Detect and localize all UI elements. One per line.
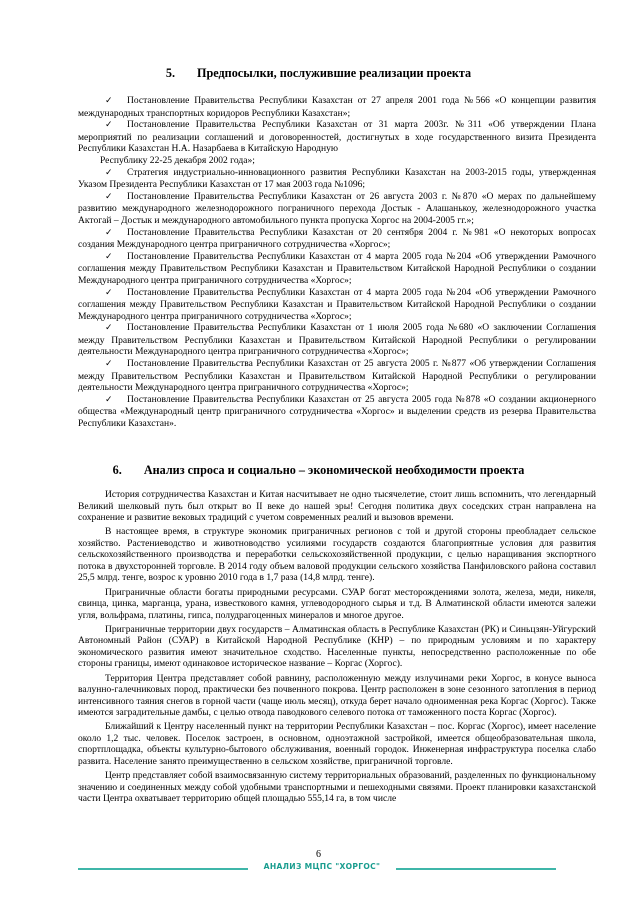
footer-divider-right [396, 868, 556, 870]
list-item [78, 227, 596, 251]
prerequisites-list [78, 95, 596, 430]
list-item [78, 358, 596, 394]
page-number: 6 [316, 849, 321, 860]
section-6-title: Анализ спроса и социально – экономической необходимости проекта [143, 463, 525, 477]
list-item-text: Постановление Правительства Республики Казахстан от 25 августа 2005 года №878 «О создании акционерного общества «Международный центр приграничного сотрудничества «Хоргос» и выделении средств из резерва Правительства Республики Казахстан». [78, 393, 596, 430]
list-item-text: Постановление Правительства Республики Казахстан от 25 августа 2005 г. №877 «Об утверждении Соглашения между Правительством Республики Казахстан и Правительством Китайской Народной Республики о регулировании деятельности Международного центра приграничного сотрудничества «Хоргос»; [78, 358, 596, 394]
checkmark-icon: ✓ [105, 394, 113, 405]
paragraph: Приграничные территории двух государств – Алматинская область в Республике Казахстан (РК) и Синьцзян-Уйгурский Автономный Район (СУАР) в Китайской Народной Республике (КНР) – по природным условиям и по характеру экономического развития имеют значительное сходство. Населенные пункты, непосредственно расположенные по обе стороны границы, имеют одинаковое историческое название – Коргас (Хоргос). [78, 623, 596, 670]
list-item [78, 95, 596, 119]
section-5-number: 5. [165, 66, 176, 80]
footer-divider-left [78, 868, 248, 870]
page-footer [0, 862, 637, 876]
list-item-text: Постановление Правительства Республики Казахстан от 27 апреля 2001 года №566 «О концепции развития международных транспортных коридоров Республики Казахстан»; [78, 95, 596, 119]
checkmark-icon: ✓ [105, 359, 113, 370]
checkmark-icon: ✓ [105, 323, 113, 334]
list-item [78, 167, 596, 191]
list-item-text: Постановление Правительства Республики Казахстан от 31 марта 2003г. №311 «Об утверждении Плана мероприятий по реализации соглашений и договоренностей, достигнутых в ходе государственного визита Президента Республики Казахстан Н.А. Назарбаева в Китайскую Народную [78, 119, 596, 155]
list-item [78, 191, 596, 227]
paragraph: Центр представляет собой взаимосвязанную систему территориальных образований, разделенных по функциональному значению и соединенных между собой удобными транспортными и пешеходными связями. Проект планировки казахстанской части Центра охватывает территорию общей площадью 555,14 га, в том числе [78, 770, 596, 805]
list-item [78, 119, 596, 155]
list-item [78, 251, 596, 287]
list-item-text: Постановление Правительства Республики Казахстан от 4 марта 2005 года №204 «Об утверждении Рамочного соглашения между Правительством Республики Казахстан и Правительством Китайской Народной Республики о создании Международного центра приграничного сотрудничества «Хоргос»; [78, 250, 596, 286]
paragraph: Приграничные области богаты природными ресурсами. СУАР богат месторождениями золота, железа, меди, никеля, свинца, цинка, марганца, урана, известкового камня, углеводородного сырья и т.д. В Алматинской области имеются залежи угля, вольфрама, платины, гипса, полудрагоценных минералов и многое другое. [78, 586, 596, 621]
list-item [78, 394, 596, 430]
checkmark-icon: ✓ [105, 251, 113, 262]
checkmark-icon: ✓ [105, 167, 113, 178]
list-item-continuation: Республику 22-25 декабря 2002 года»; [100, 154, 255, 166]
list-item-text: Стратегия индустриально-инновационного развития Республики Казахстан на 2003-2015 годы, утвержденная Указом Президента Республики Казахстан от 17 мая 2003 года №1096; [78, 166, 596, 191]
checkmark-icon: ✓ [105, 191, 113, 202]
checkmark-icon: ✓ [105, 120, 113, 131]
list-item [78, 287, 596, 323]
paragraph: История сотрудничества Казахстан и Китая насчитывает не одно тысячелетие, стоит лишь вспомнить, что легендарный Великий шелковый путь был открыт во II веке до нашей эры! Сегодня политика двух соседских стран направлена на сохранение и развитие вековых традиций с учетом современных реалий и вызовов времени. [78, 489, 596, 524]
list-item-text: Постановление Правительства Республики Казахстан от 1 июля 2005 года №680 «О заключении Соглашения между Правительством Республики Казахстан и Правительством Китайской Народной Республики о регулировании деятельности Международного центра приграничного сотрудничества «Хоргос»; [78, 322, 596, 358]
checkmark-icon: ✓ [105, 227, 113, 238]
footer-label: АНАЛИЗ МЦПС "ХОРГОС" [263, 862, 381, 871]
list-item-text: Постановление Правительства Республики Казахстан от 4 марта 2005 года №204 «Об утверждении Рамочного соглашения между Правительством Республики Казахстан и Правительством Китайской Народной Республики о создании Международного центра приграничного сотрудничества «Хоргос»; [78, 286, 596, 322]
list-item-text: Постановление Правительства Республики Казахстан от 20 сентября 2004 г. №981 «О некоторых вопросах создания Международного центра приграничного сотрудничества «Хоргос»; [78, 226, 596, 251]
list-item-text: Постановление Правительства Республики Казахстан от 26 августа 2003 г. №870 «О мерах по дальнейшему развитию международного железнодорожного пограничного перехода Достык - Алашанькоу, железнодорожного участка Актогай – Достык и международного автомобильного пункта пропуска Хоргос на 2004-2005 гг.»; [78, 190, 596, 226]
checkmark-icon: ✓ [105, 287, 113, 298]
checkmark-icon: ✓ [105, 96, 113, 106]
analysis-text [78, 489, 596, 807]
section-5-title: Предпосылки, послужившие реализации проекта [197, 66, 472, 80]
section-5-heading [0, 66, 637, 81]
section-6-heading [0, 463, 637, 478]
paragraph: В настоящее время, в структуре экономик приграничных регионов с той и другой стороны преобладает сельское хозяйство. Растениеводство и животноводство усилиями государств создаются благоприятные условия для развития сельскохозяйственного производства и переработки сельскохозяйственной продукции, с целью наращивания экспортного потока в двухсторонней торговле. В 2014 году объем валовой продукции сельского хозяйства Панфиловского района составил 25,5 млрд. тенге, возрос к уровню 2010 года в 1,7 раза (14,8 млрд. тенге). [78, 526, 596, 584]
section-6-number: 6. [112, 463, 122, 477]
paragraph: Ближайший к Центру населенный пункт на территории Республики Казахстан – пос. Коргас (Хоргос), имеет население около 1,2 тыс. человек. Поселок застроен, в основном, одноэтажной застройкой, имеется общеобразовательная школа, спортплощадка, объекты культурно-бытового обслуживания, военный городок. Инженерная инфраструктура поселка слабо развита. Население занято преимущественно в сельском хозяйстве, приграничной торговле. [78, 721, 596, 767]
list-item [78, 322, 596, 358]
paragraph: Территория Центра представляет собой равнину, расположенную между излучинами реки Хоргос, в конусе выноса валунно-галечниковых пород, практически без почвенного покрова. Центр расположен в зоне сезонного затопления в период интенсивного таяния снегов в горной части (чаще июль месяц), откуда берет начало одноименная река Коргас (Хоргос). Также имеются заградительные дамбы, с целью отвода паводкового селевого потока от таможенного поста Коргас (Хоргос). [78, 672, 596, 719]
